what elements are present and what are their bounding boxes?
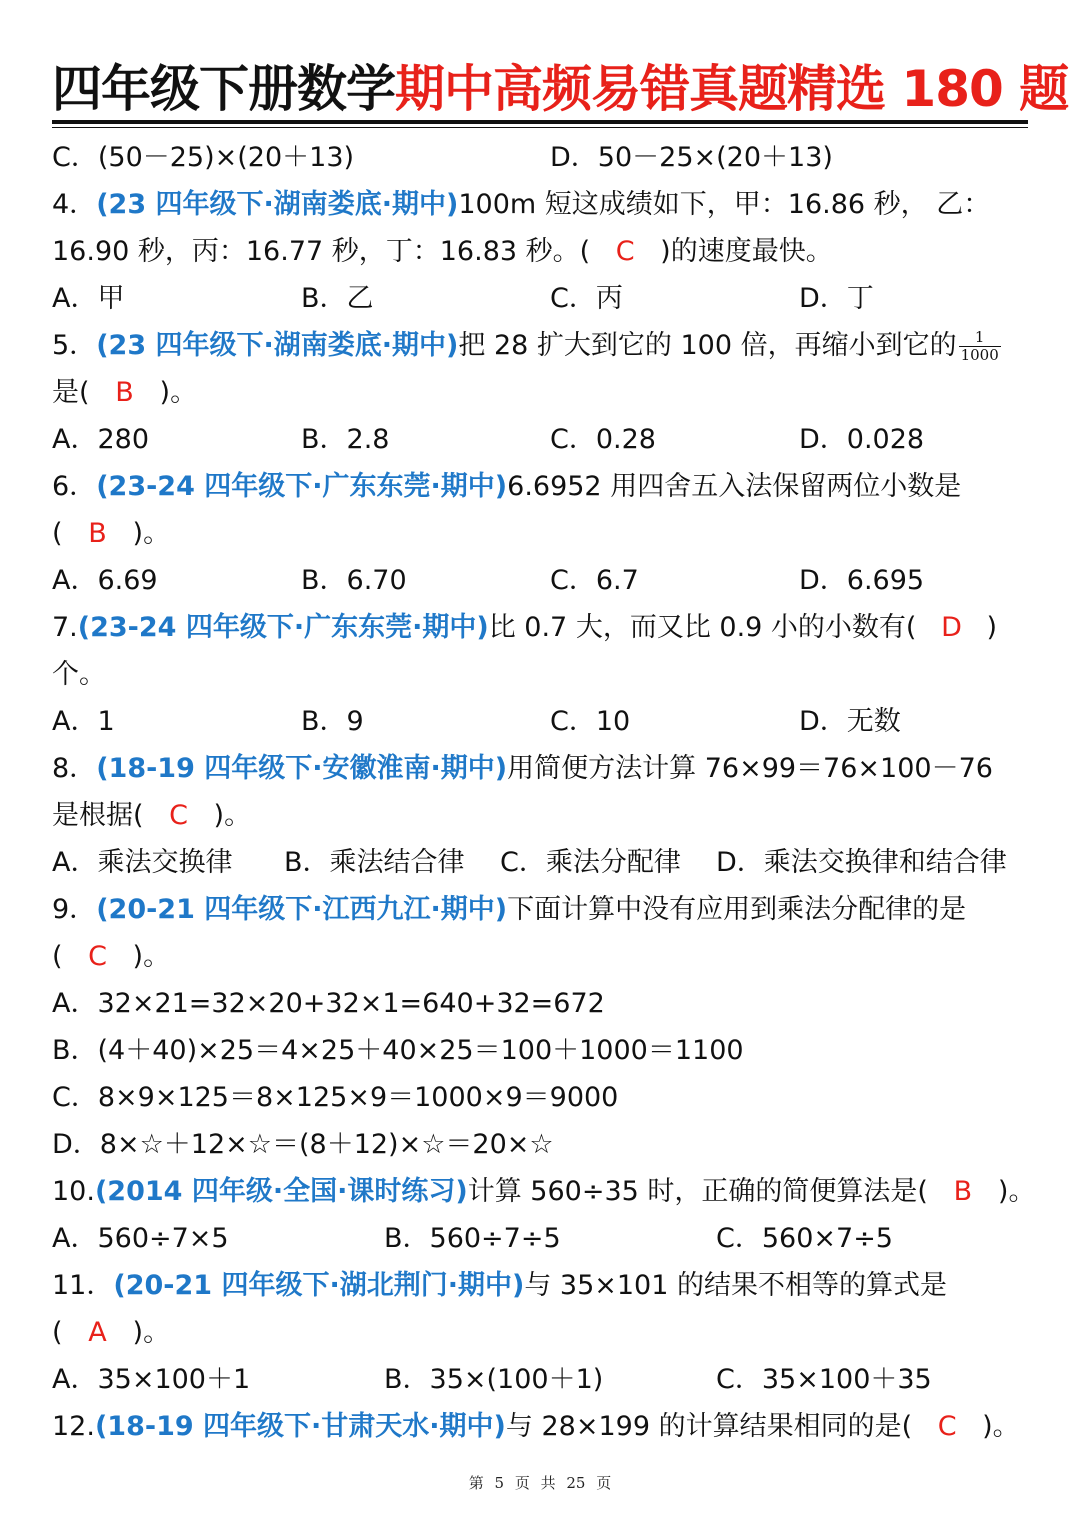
question-text: ( bbox=[52, 941, 63, 972]
question-text-tail: )。 bbox=[132, 941, 171, 972]
question-text-line bbox=[52, 651, 1042, 698]
question-number: 11． bbox=[52, 1270, 114, 1301]
title-highlight: 期中高频易错真题精选 180 题 bbox=[395, 60, 1069, 118]
question-text: ( bbox=[52, 518, 63, 549]
options-row bbox=[52, 275, 1042, 322]
question-number: 10. bbox=[52, 1176, 95, 1207]
question-text: 下面计算中没有应用到乘法分配律的是 bbox=[507, 894, 967, 925]
answer-option: D．50－25×(20＋13) bbox=[550, 142, 833, 173]
question-source: (18-19 四年级下·甘肃天水·期中) bbox=[94, 1411, 506, 1442]
question-source: (20-21 四年级下·湖北荆门·期中) bbox=[113, 1270, 525, 1301]
answer-option: C．10 bbox=[550, 706, 631, 737]
question-source: (23 四年级下·湖南娄底·期中) bbox=[96, 189, 459, 220]
answer-mark: C bbox=[169, 800, 188, 831]
answer-option: A．280 bbox=[52, 424, 150, 455]
answer-option: A．甲 bbox=[52, 283, 125, 314]
options-row bbox=[52, 557, 1042, 604]
question-line bbox=[52, 745, 1042, 792]
answer-option: A．1 bbox=[52, 706, 115, 737]
answer-mark: D bbox=[941, 612, 962, 643]
question-text: 6.6952 用四舍五入法保留两位小数是 bbox=[507, 471, 962, 502]
question-text: 100m 短这成绩如下，甲：16.86 秒， 乙： bbox=[458, 189, 991, 220]
answer-mark: A bbox=[88, 1317, 107, 1348]
answer-option: C．6.7 bbox=[550, 565, 639, 596]
answer-option: D．无数 bbox=[799, 706, 901, 737]
question-text-line bbox=[52, 980, 1042, 1027]
answer-option: A．乘法交换律 bbox=[52, 847, 233, 878]
fraction-denominator: 1000 bbox=[960, 346, 999, 364]
answer-mark: B bbox=[953, 1176, 973, 1207]
answer-option: B．35×(100＋1) bbox=[384, 1364, 604, 1395]
question-text: B．(4＋40)×25＝4×25＋40×25＝100＋1000＝1100 bbox=[52, 1035, 744, 1066]
answer-option: C．35×100＋35 bbox=[716, 1364, 932, 1395]
answer-mark: C bbox=[615, 236, 635, 267]
question-line bbox=[52, 463, 1042, 510]
fraction bbox=[959, 329, 1001, 364]
question-line bbox=[52, 181, 1042, 228]
question-source: (2014 四年级·全国·课时练习) bbox=[94, 1176, 468, 1207]
question-text: D．8×☆＋12×☆＝(8＋12)×☆＝20×☆ bbox=[52, 1129, 554, 1160]
answer-option: A．35×100＋1 bbox=[52, 1364, 251, 1395]
header-rule-thick bbox=[52, 120, 1028, 124]
title-main: 四年级下册数学 bbox=[52, 60, 395, 118]
question-line bbox=[52, 604, 1042, 651]
answer-option: B．乘法结合律 bbox=[284, 847, 465, 878]
options-row bbox=[52, 698, 1042, 745]
question-number: 6． bbox=[52, 471, 97, 502]
question-text: 把 28 扩大到它的 100 倍，再缩小到它的 bbox=[458, 330, 957, 361]
answer-option: C．乘法分配律 bbox=[500, 847, 681, 878]
question-line bbox=[52, 322, 1042, 369]
options-row bbox=[52, 416, 1042, 463]
answer-option: C．0.28 bbox=[550, 424, 656, 455]
question-text-line bbox=[52, 228, 1042, 275]
question-text-tail: )。 bbox=[997, 1176, 1036, 1207]
page-number: 第 5 页 共 25 页 bbox=[468, 1474, 612, 1492]
question-number: 7. bbox=[52, 612, 78, 643]
question-text-tail: ) bbox=[986, 612, 998, 643]
question-text-line bbox=[52, 1074, 1042, 1121]
question-text: 16.90 秒，丙：16.77 秒，丁：16.83 秒。( bbox=[52, 236, 591, 267]
question-text: 计算 560÷35 时，正确的简便算法是( bbox=[467, 1176, 928, 1207]
question-text-tail: )。 bbox=[159, 377, 198, 408]
answer-option: A．6.69 bbox=[52, 565, 158, 596]
question-text-tail: )的速度最快。 bbox=[660, 236, 833, 267]
question-line bbox=[52, 1168, 1042, 1215]
page-title bbox=[52, 58, 1069, 120]
question-text-line bbox=[52, 1027, 1042, 1074]
options-row bbox=[52, 134, 1042, 181]
answer-option: A．560÷7×5 bbox=[52, 1223, 229, 1254]
question-number: 4． bbox=[52, 189, 97, 220]
answer-mark: B bbox=[88, 518, 107, 549]
question-list bbox=[52, 134, 1042, 1450]
answer-option: B．2.8 bbox=[301, 424, 390, 455]
options-row bbox=[52, 1356, 1042, 1403]
question-text-line bbox=[52, 933, 1042, 980]
answer-mark: C bbox=[88, 941, 107, 972]
question-text: C．8×9×125＝8×125×9＝1000×9＝9000 bbox=[52, 1082, 619, 1113]
question-text: A．32×21=32×20+32×1=640+32=672 bbox=[52, 988, 605, 1019]
question-text: 个。 bbox=[52, 659, 106, 690]
question-text-line bbox=[52, 510, 1042, 557]
question-text-tail: )。 bbox=[982, 1411, 1020, 1442]
options-row bbox=[52, 1215, 1042, 1262]
question-number: 8． bbox=[52, 753, 97, 784]
answer-option: D．乘法交换律和结合律 bbox=[716, 847, 1007, 878]
question-text: 用简便方法计算 76×99＝76×100－76 bbox=[507, 753, 993, 784]
question-line bbox=[52, 1403, 1042, 1450]
answer-option: C．(50－25)×(20＋13) bbox=[52, 142, 355, 173]
question-text: 与 35×101 的结果不相等的算式是 bbox=[524, 1270, 947, 1301]
question-text: ( bbox=[52, 1317, 63, 1348]
question-text-tail: )。 bbox=[132, 518, 171, 549]
question-source: (23 四年级下·湖南娄底·期中) bbox=[96, 330, 459, 361]
answer-option: D．0.028 bbox=[799, 424, 925, 455]
question-text: 比 0.7 大，而又比 0.9 小的小数有( bbox=[488, 612, 917, 643]
question-text: 是根据( bbox=[52, 800, 144, 831]
question-source: (23-24 四年级下·广东东莞·期中) bbox=[96, 471, 508, 502]
answer-mark: B bbox=[115, 377, 134, 408]
question-text-line bbox=[52, 369, 1042, 416]
question-source: (23-24 四年级下·广东东莞·期中) bbox=[77, 612, 489, 643]
question-text-tail: )。 bbox=[132, 1317, 171, 1348]
fraction-numerator: 1 bbox=[959, 329, 1001, 347]
answer-option: C．丙 bbox=[550, 283, 623, 314]
answer-mark: C bbox=[937, 1411, 957, 1442]
question-source: (18-19 四年级下·安徽淮南·期中) bbox=[96, 753, 508, 784]
question-text-tail: )。 bbox=[213, 800, 252, 831]
answer-option: C．560×7÷5 bbox=[716, 1223, 893, 1254]
options-row bbox=[52, 839, 1042, 886]
question-line bbox=[52, 1262, 1042, 1309]
question-source: (20-21 四年级下·江西九江·期中) bbox=[96, 894, 508, 925]
question-text-line bbox=[52, 792, 1042, 839]
answer-option: B．6.70 bbox=[301, 565, 407, 596]
answer-option: D．丁 bbox=[799, 283, 874, 314]
question-line bbox=[52, 886, 1042, 933]
question-number: 9． bbox=[52, 894, 97, 925]
question-text-line bbox=[52, 1309, 1042, 1356]
header-rule-thin bbox=[52, 127, 1028, 128]
answer-option: B．9 bbox=[301, 706, 364, 737]
answer-option: B．560÷7÷5 bbox=[384, 1223, 561, 1254]
question-text: 与 28×199 的计算结果相同的是( bbox=[505, 1411, 913, 1442]
question-text-line bbox=[52, 1121, 1042, 1168]
answer-option: D．6.695 bbox=[799, 565, 925, 596]
question-number: 12. bbox=[52, 1411, 95, 1442]
answer-option: B．乙 bbox=[301, 283, 374, 314]
question-number: 5． bbox=[52, 330, 97, 361]
question-text: 是( bbox=[52, 377, 90, 408]
